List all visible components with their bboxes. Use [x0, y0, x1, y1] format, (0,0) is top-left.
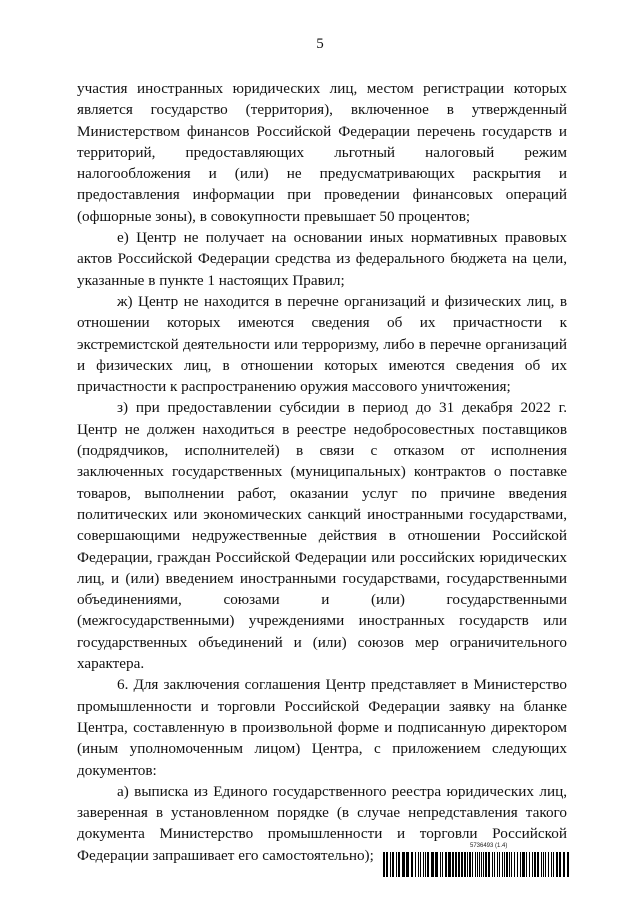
barcode-bar: [526, 852, 527, 877]
barcode-bar: [418, 852, 419, 877]
barcode-bar: [548, 852, 549, 877]
barcode-bar: [506, 852, 508, 877]
barcode-bar: [420, 852, 421, 877]
barcode-bar: [425, 852, 426, 877]
barcode-bar: [492, 852, 493, 877]
page-number: 5: [316, 36, 324, 52]
barcode-bar: [406, 852, 409, 877]
barcode-bar: [509, 852, 510, 877]
barcode-bar: [499, 852, 500, 877]
barcode-bar: [386, 852, 388, 877]
barcode-bar: [483, 852, 484, 877]
paragraph-continuation: участия иностранных юридических лиц, местом регистрации которых является государство (территория), включенное в утвержденный Министерством финансов Российской Федерации перечень государств и территорий, предоставляющих льготный налоговый режим налогообложения и (или) не предусматривающих раскрытия и предоставления информации при проведении финансовых операций (офшорные зоны), в совокупности превышает 50 процентов;: [77, 80, 567, 225]
barcode-bar: [390, 852, 391, 877]
barcode-bar: [411, 852, 413, 877]
barcode-bar: [559, 852, 561, 877]
barcode-bar: [452, 852, 454, 877]
barcode-bar: [435, 852, 438, 877]
document-id: 5736493 (1.4): [470, 843, 508, 849]
barcode-bar: [455, 852, 457, 877]
barcode-bar: [541, 852, 542, 877]
barcode-bar: [461, 852, 463, 877]
paragraph-section-6: 6. Для заключения соглашения Центр представляет в Министерство промышленности и торговли Российской Федерации заявку на бланке Центра, составленную в произвольной форме и подписанную директором (иным уполномоченным лицом) Центра, с приложением следующих документов:: [77, 676, 567, 779]
barcode-bar: [423, 852, 424, 877]
barcode-bar: [556, 852, 558, 877]
barcode-bar: [431, 852, 434, 877]
barcode-bar: [383, 852, 385, 877]
paragraph-item-z: з) при предоставлении субсидии в период до 31 декабря 2022 г. Центр не должен находиться в реестре недобросовестных поставщиков (подрядчиков, исполнителей) в связи с отказом от исполнения заключенных государственных (муниципальных) контрактов о поставке товаров, выполнении работ, оказании услуг по причине введения политических или экономических санкций иностранными государствами, совершающими недружественные действия в отношении Российской Федерации, граждан Российской Федерации или российских юридических лиц, и (или) введением иностранными государствами, государственными объединениями, союзами и (или) государственными (межгосударственными) учреждениями иностранных государств или государственных объединений и (или) союзов мер ограничительного характера.: [77, 399, 567, 673]
barcode-bar: [529, 852, 530, 877]
barcode-bar: [567, 852, 569, 877]
barcode-bar: [485, 852, 487, 877]
barcode-bar: [522, 852, 525, 877]
barcode-bar: [464, 852, 466, 877]
barcode-bar: [472, 852, 473, 877]
barcode-bar: [445, 852, 447, 877]
barcode-bar: [514, 852, 515, 877]
barcode-bar: [440, 852, 441, 877]
barcode-bar: [402, 852, 405, 877]
barcode-bar: [502, 852, 503, 877]
paragraph-item-zh: ж) Центр не находится в перечне организаций и физических лиц, в отношении которых имеются сведения об их причастности к экстремистской деятельности или терроризму, либо в перечне организаций и физических лиц, в отношении которых имеются сведения об их причастности к распространению оружия массового уничтожения;: [77, 292, 567, 396]
paragraph-item-e: е) Центр не получает на основании иных нормативных правовых актов Российской Федерации средства из федерального бюджета на цели, указанные в пункте 1 настоящих Правил;: [77, 229, 567, 289]
barcode-bar: [537, 852, 539, 877]
barcode-bar: [481, 852, 482, 877]
barcode-bar: [553, 852, 554, 877]
barcode-bar: [551, 852, 552, 877]
barcode-bar: [494, 852, 495, 877]
barcode-bar: [448, 852, 451, 877]
barcode-bar: [477, 852, 478, 877]
barcode-bar: [563, 852, 565, 877]
barcode-icon: [383, 852, 570, 877]
barcode-bar: [545, 852, 546, 877]
barcode-bar: [534, 852, 536, 877]
barcode-bar: [427, 852, 429, 877]
document-body: [77, 78, 567, 866]
barcode-bar: [415, 852, 416, 877]
barcode-bar: [532, 852, 533, 877]
barcode-bar: [398, 852, 400, 877]
barcode-bar: [511, 852, 512, 877]
barcode-bar: [467, 852, 468, 877]
barcode-bar: [520, 852, 521, 877]
barcode-bar: [504, 852, 505, 877]
barcode-bar: [488, 852, 490, 877]
barcode-bar: [497, 852, 498, 877]
barcode-bar: [392, 852, 394, 877]
paragraph-item-a: а) выписка из Единого государственного реестра юридических лиц, заверенная в установленном порядке (в случае непредставления такого документа Министерство промышленности и торговли Российской Федерации запрашивает его самостоятельно);: [77, 782, 567, 864]
barcode-bar: [458, 852, 460, 877]
barcode-bar: [543, 852, 544, 877]
barcode-bar: [475, 852, 476, 877]
barcode-bar: [396, 852, 397, 877]
barcode-bar: [517, 852, 518, 877]
barcode-bar: [479, 852, 480, 877]
barcode-bar: [442, 852, 443, 877]
barcode-bar: [469, 852, 471, 877]
